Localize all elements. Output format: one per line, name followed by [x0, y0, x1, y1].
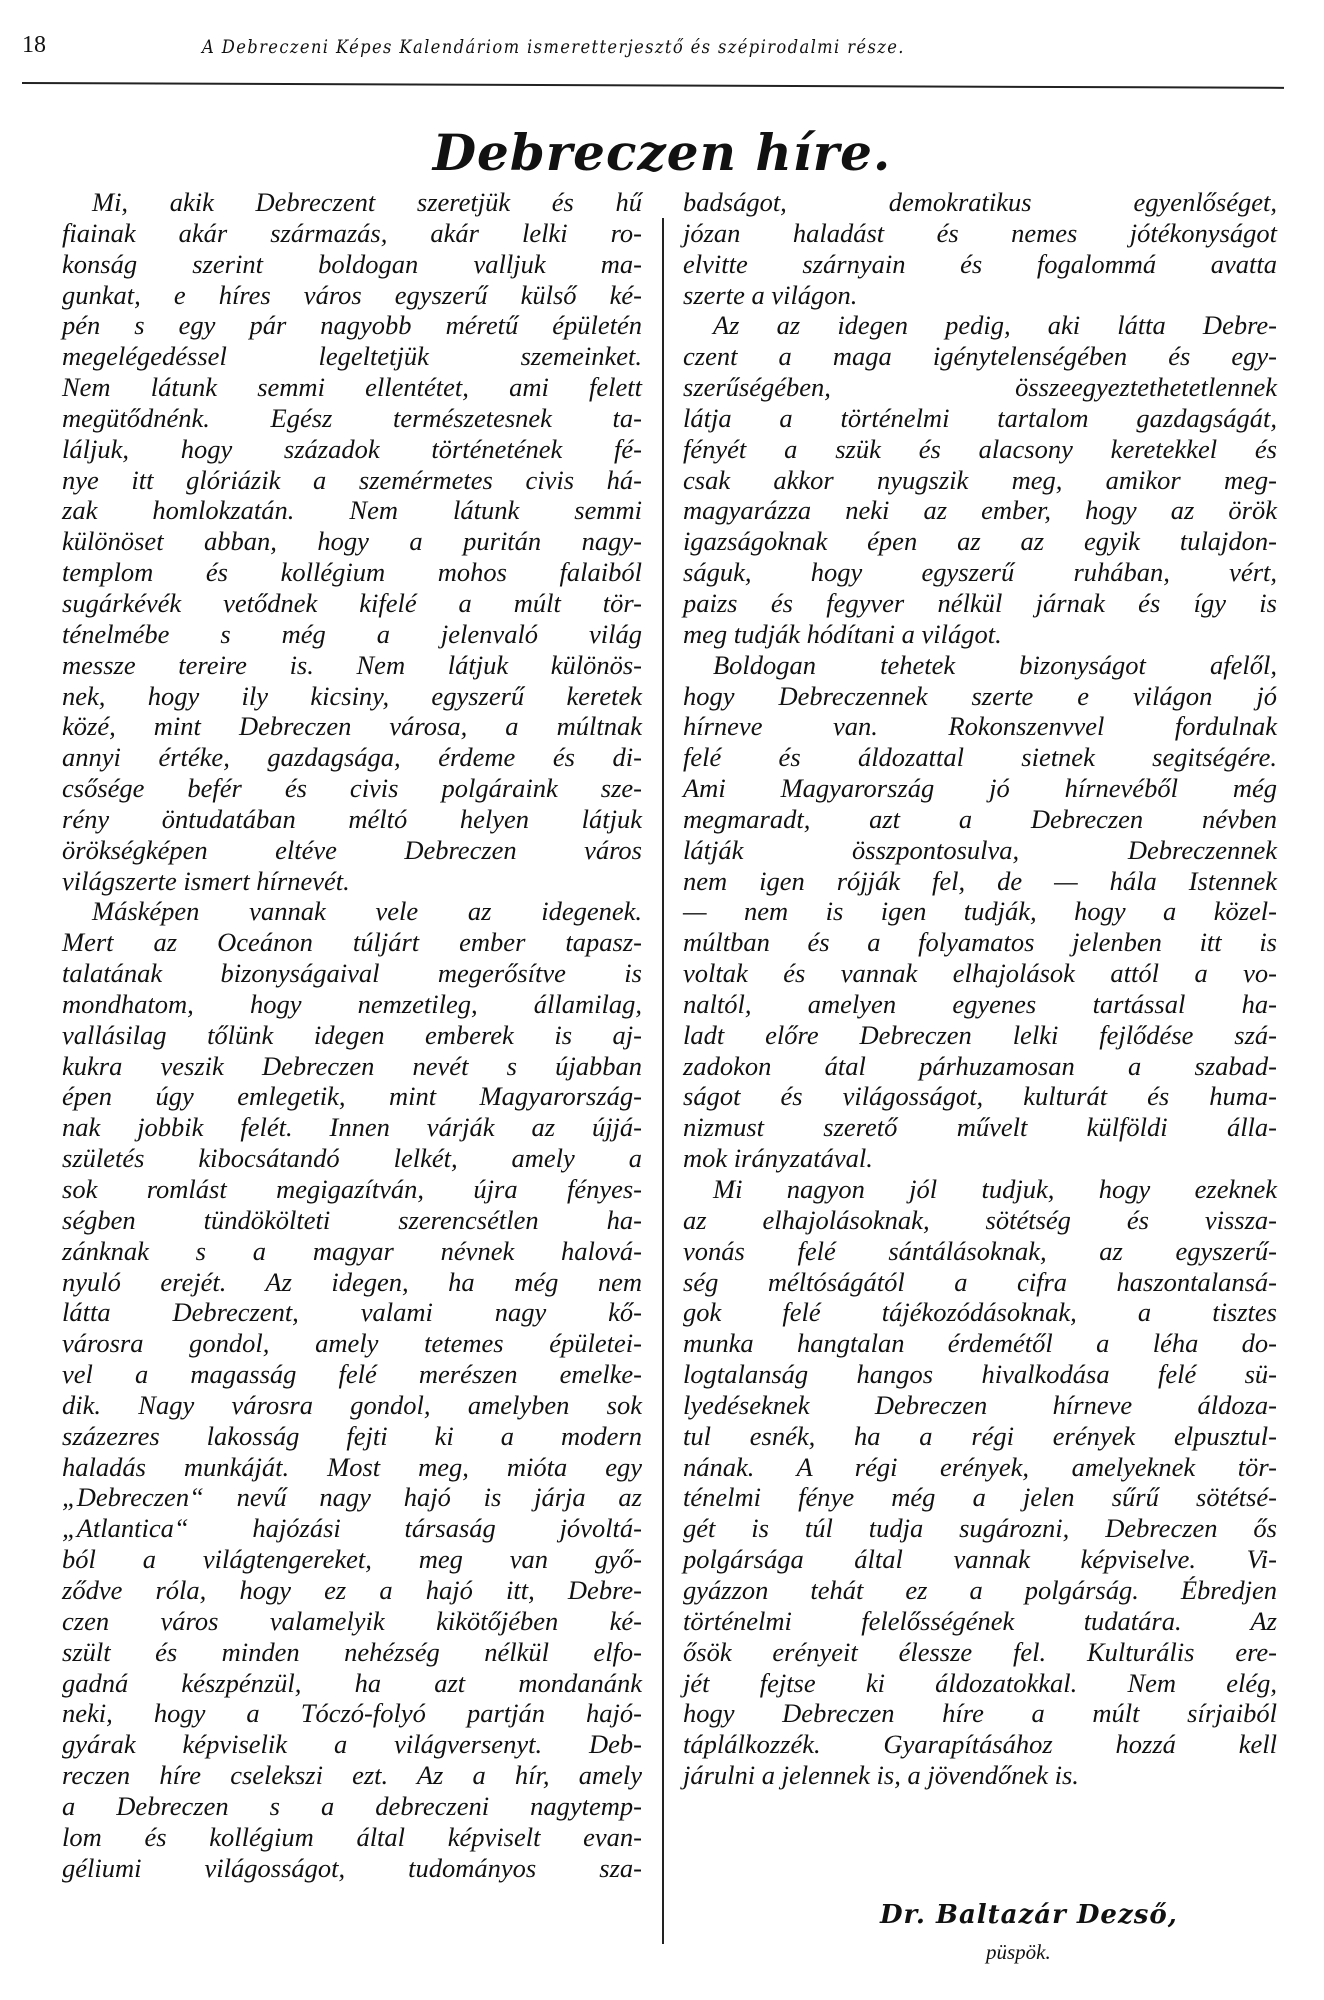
text-line: munka hangtalan érdemétől a léha do- [683, 1328, 1277, 1359]
text-line: géliumi világosságot, tudományos sza- [62, 1852, 642, 1883]
text-line: nizmust szerető művelt külföldi álla- [683, 1112, 1277, 1143]
text-line: dik. Nagy városra gondol, amelyben sok [62, 1389, 642, 1420]
paragraph-start-line: Boldogan tehetek bizonyságot afelől, [713, 649, 1277, 680]
text-line: mok irányzatával. [683, 1143, 873, 1174]
text-line: elvitte szárnyain és fogalommá avatta [683, 248, 1277, 279]
text-line: gadná készpénzül, ha azt mondanánk [62, 1667, 642, 1698]
text-line: ból a világtengereket, meg van győ- [62, 1544, 642, 1575]
text-line: rény öntudatában méltó helyen látjuk [62, 803, 642, 834]
column-divider [662, 218, 664, 1944]
text-line: gyázzon tehát ez a polgárság. Ébredjen [683, 1574, 1277, 1605]
text-line: paizs és fegyver nélkül járnak és így is [683, 587, 1277, 618]
text-line: hogy Debreczen híre a múlt sírjaiból [683, 1698, 1277, 1729]
text-line: szült és minden nehézség nélkül elfo- [62, 1636, 642, 1667]
text-line: logtalanság hangos hivalkodása felé sü- [683, 1359, 1277, 1390]
left-column [62, 187, 642, 1883]
text-line: múltban és a folyamatos jelenben itt is [683, 927, 1277, 958]
text-line: közé, mint Debreczen városa, a múltnak [62, 711, 642, 742]
text-line: czent a maga igénytelenségében és egy- [683, 341, 1277, 372]
text-line: nyuló erejét. Az idegen, ha még nem [62, 1266, 642, 1297]
text-line: szerte a világon. [683, 279, 858, 310]
text-line: haladás munkáját. Most meg, mióta egy [62, 1451, 642, 1482]
text-line: nek, hogy ily kicsiny, egyszerű keretek [62, 680, 642, 711]
running-title: A Debreczeni Képes Kalendáriom ismeretterjesztő és szépirodalmi része. [202, 36, 905, 58]
text-line: a Debreczen s a debreczeni nagytemp- [62, 1790, 642, 1821]
text-line: ságot és világosságot, kulturát és huma- [683, 1081, 1277, 1112]
text-line: neki, hogy a Tóczó-folyó partján hajó- [62, 1698, 642, 1729]
text-line: szerűségében, összeegyeztethetetlennek [683, 372, 1277, 403]
text-line: látta Debreczent, valami nagy kő- [62, 1297, 642, 1328]
text-line: megütődnénk. Egész természetesnek ta- [62, 402, 642, 433]
text-line: vonás felé sántálásoknak, az egyszerű- [683, 1235, 1277, 1266]
article-title: Debreczen híre. [432, 123, 892, 182]
text-line: gok felé tájékozódásoknak, a tisztes [683, 1297, 1277, 1328]
paragraph-start-line: Mi nagyon jól tudjuk, hogy ezeknek [713, 1174, 1277, 1204]
text-line: lyedéseknek Debreczen hírneve áldoza- [683, 1389, 1277, 1420]
text-line: ősök erényeit élessze fel. Kulturális ere- [683, 1636, 1277, 1667]
text-line: „Debreczen“ nevű nagy hajó is járja az [62, 1482, 642, 1513]
text-line: megelégedéssel legeltetjük szemeinket. [62, 341, 642, 372]
page-number: 18 [22, 32, 46, 58]
text-line: jét fejtse ki áldozatokkal. Nem elég, [683, 1667, 1277, 1698]
text-line: gét is túl tudja sugározni, Debreczen ős [683, 1513, 1277, 1544]
text-line: Mert az Oceánon túljárt ember tapasz- [62, 927, 642, 958]
header-rule [22, 82, 1284, 89]
text-line: magyarázza neki az ember, hogy az örök [683, 495, 1277, 526]
text-line: ségben tündökölteti szerencsétlen ha- [62, 1204, 642, 1235]
text-line: lom és kollégium által képviselt evan- [62, 1821, 642, 1852]
text-line: igazságoknak épen az az egyik tulajdon- [683, 526, 1277, 557]
text-line: az elhajolásoknak, sötétség és vissza- [683, 1204, 1277, 1235]
text-line: csősége befér és civis polgáraink sze- [62, 773, 642, 804]
text-line: pén s egy pár nagyobb méretű épületén [62, 310, 642, 341]
text-line: konság szerint boldogan valljuk ma- [62, 248, 642, 279]
text-line: sugárkévék vetődnek kifelé a múlt tör- [62, 587, 642, 618]
text-line: fényét a szük és alacsony keretekkel és [683, 433, 1277, 464]
text-line: láljuk, hogy századok történetének fé- [62, 433, 642, 464]
text-line: táplálkozzék. Gyarapításához hozzá kell [683, 1729, 1277, 1760]
text-line: járulni a jelennek is, a jövendőnek is. [683, 1760, 1079, 1791]
text-line: hogy Debreczennek szerte e világon jó [683, 680, 1277, 711]
text-line: reczen híre cselekszi ezt. Az a hír, amely [62, 1760, 642, 1791]
text-line: messze tereire is. Nem látjuk különös- [62, 649, 642, 680]
text-line: „Atlantica“ hajózási társaság jóvoltá- [62, 1513, 642, 1544]
text-line: nem igen rójják fel, de — hála Istennek [683, 865, 1277, 896]
text-line: meg tudják hódítani a világot. [683, 618, 1002, 649]
text-line: templom és kollégium mohos falaiból [62, 557, 642, 588]
right-column [683, 187, 1277, 1791]
text-line: százezres lakosság fejti ki a modern [62, 1420, 642, 1451]
text-line: nye itt glóriázik a szemérmetes civis há- [62, 464, 642, 495]
text-line: épen úgy emlegetik, mint Magyarország- [62, 1081, 642, 1112]
text-line: látják összpontosulva, Debreczennek [683, 834, 1277, 865]
text-line: vallásilag tőlünk idegen emberek is aj- [62, 1019, 642, 1050]
text-line: ténelmi fénye még a jelen sűrű sötétsé- [683, 1482, 1277, 1513]
paragraph-start-line: Másképen vannak vele az idegenek. [92, 896, 642, 927]
text-line: ladt előre Debreczen lelki fejlődése szá- [683, 1019, 1277, 1050]
text-line: zadokon átal párhuzamosan a szabad- [683, 1050, 1277, 1081]
author-title: püspök. [986, 1940, 1051, 1964]
text-line: tul esnék, ha a régi erények elpusztul- [683, 1420, 1277, 1451]
text-line: gyárak képviselik a világversenyt. Deb- [62, 1729, 642, 1760]
text-line: sok romlást megigazítván, újra fényes- [62, 1174, 642, 1204]
text-line: gunkat, e híres város egyszerű külső ké- [62, 279, 642, 310]
paragraph-start-line: Az az idegen pedig, aki látta Debre- [713, 310, 1277, 341]
paragraph-start-line: Mi, akik Debreczent szeretjük és hű [92, 187, 642, 217]
text-line: hírneve van. Rokonszenvvel fordulnak [683, 711, 1277, 742]
text-line: Nem látunk semmi ellentétet, ami felett [62, 372, 642, 403]
text-line: ség méltóságától a cifra haszontalansá- [683, 1266, 1277, 1297]
text-line: születés kibocsátandó lelkét, amely a [62, 1143, 642, 1174]
running-head [22, 32, 1282, 72]
text-line: ténelmébe s még a jelenvaló világ [62, 618, 642, 649]
text-line: czen város valamelyik kikötőjében ké- [62, 1605, 642, 1636]
author-name: Dr. Baltazár Dezső, [880, 1900, 1178, 1930]
text-line: Ami Magyarország jó hírnevéből még [683, 773, 1277, 804]
text-line: talatának bizonyságaival megerősítve is [62, 958, 642, 989]
text-line: városra gondol, amely tetemes épületei- [62, 1328, 642, 1359]
text-line: csak akkor nyugszik meg, amikor meg- [683, 464, 1277, 495]
text-line: — nem is igen tudják, hogy a közel- [683, 896, 1277, 927]
text-line: fiainak akár származás, akár lelki ro- [62, 217, 642, 248]
text-line: örökségképen eltéve Debreczen város [62, 834, 642, 865]
text-line: történelmi felelősségének tudatára. Az [683, 1605, 1277, 1636]
text-line: józan haladást és nemes jótékonyságot [683, 217, 1277, 248]
text-line: nak jobbik felét. Innen várják az újjá- [62, 1112, 642, 1143]
text-line: voltak és vannak elhajolások attól a vo- [683, 958, 1277, 989]
text-line: felé és áldozattal sietnek segitségére. [683, 742, 1277, 773]
text-line: vel a magasság felé merészen emelke- [62, 1359, 642, 1390]
text-line: ződve róla, hogy ez a hajó itt, Debre- [62, 1574, 642, 1605]
text-line: nának. A régi erények, amelyeknek tör- [683, 1451, 1277, 1482]
text-line: látja a történelmi tartalom gazdagságát, [683, 402, 1277, 433]
text-line: zak homlokzatán. Nem látunk semmi [62, 495, 642, 526]
text-line: mondhatom, hogy nemzetileg, államilag, [62, 988, 642, 1019]
text-line: polgársága által vannak képviselve. Vi- [683, 1544, 1277, 1575]
text-line: ságuk, hogy egyszerű ruhában, vért, [683, 557, 1277, 588]
text-line: zánknak s a magyar névnek halová- [62, 1235, 642, 1266]
text-line: naltól, amelyen egyenes tartással ha- [683, 988, 1277, 1019]
text-line: megmaradt, azt a Debreczen névben [683, 803, 1277, 834]
text-line: kukra veszik Debreczen nevét s újabban [62, 1050, 642, 1081]
text-line: annyi értéke, gazdagsága, érdeme és di- [62, 742, 642, 773]
text-line: badságot, demokratikus egyenlőséget, [683, 187, 1277, 217]
text-line: világszerte ismert hírnevét. [62, 865, 350, 896]
text-line: különöset abban, hogy a puritán nagy- [62, 526, 642, 557]
